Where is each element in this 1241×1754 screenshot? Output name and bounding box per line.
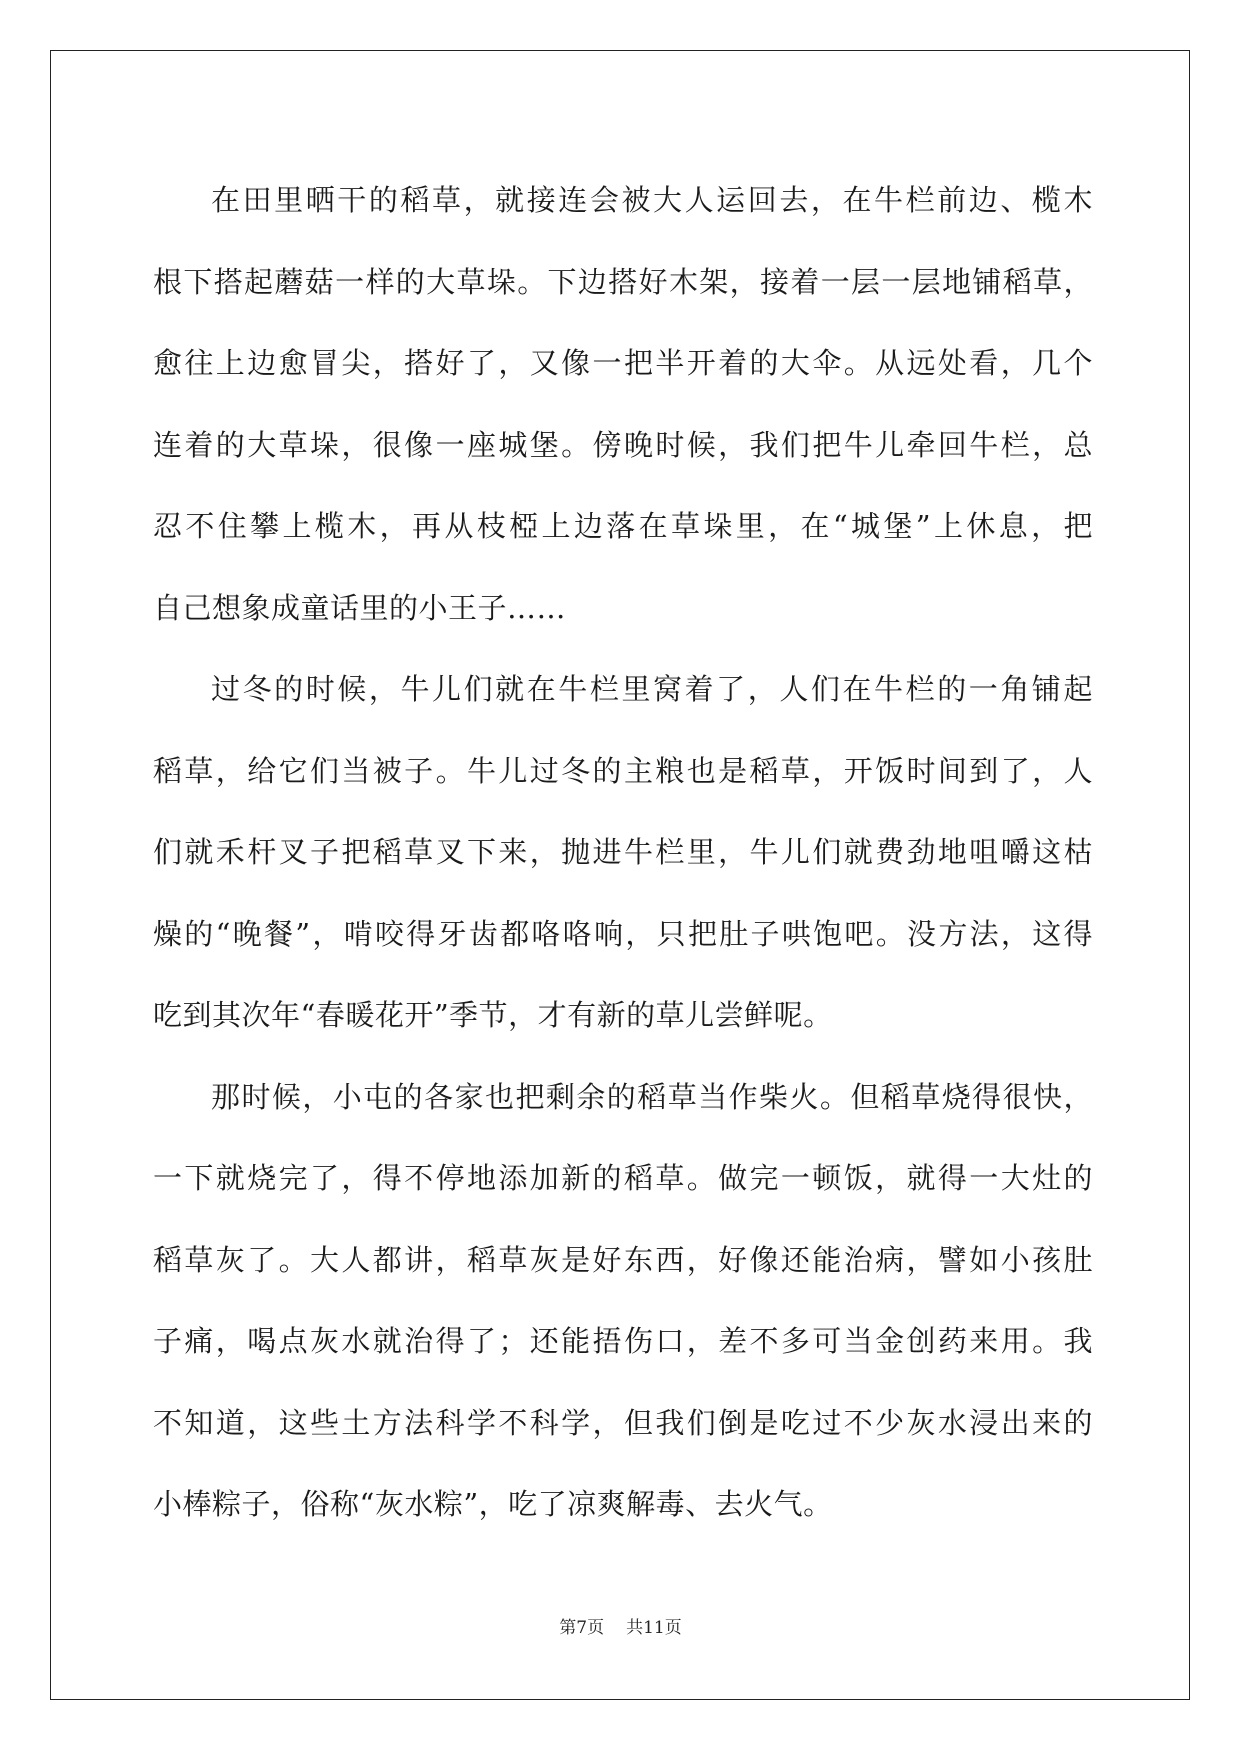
text-line: 忍不住攀上榄木，再从枝椏上边落在草垛里，在“城堡”上休息，把 [153, 509, 1093, 543]
text-line: 自己想象成童话里的小王子…… [153, 590, 567, 625]
page-number: 第7页 [559, 1618, 605, 1638]
text-line: 过冬的时候，牛儿们就在牛栏里窝着了，人们在牛栏的一角铺起 [211, 672, 1093, 706]
document-body [153, 160, 1093, 1546]
paragraph [153, 160, 1093, 649]
text-line: 那时候，小屯的各家也把剩余的稻草当作柴火。但稻草烧得很快， [211, 1079, 1093, 1114]
page-total: 共11页 [626, 1618, 682, 1638]
text-line: 连着的大草垛，很像一座城堡。傍晚时候，我们把牛儿牵回牛栏，总 [153, 427, 1093, 462]
text-line: 稻草灰了。大人都讲，稻草灰是好东西，好像还能治病，譬如小孩肚 [153, 1242, 1093, 1277]
text-line: 们就禾杆叉子把稻草叉下来，抛进牛栏里，牛儿们就费劲地咀嚼这枯 [153, 835, 1093, 869]
text-line: 子痛，喝点灰水就治得了；还能捂伤口，差不多可当金创药来用。我 [153, 1324, 1093, 1358]
paragraph [153, 1057, 1093, 1546]
text-line: 根下搭起蘑菇一样的大草垛。下边搭好木架，接着一层一层地铺稻草， [153, 264, 1093, 299]
page-footer [0, 1616, 1241, 1640]
paragraph [153, 649, 1093, 1057]
text-line: 愈往上边愈冒尖，搭好了，又像一把半开着的大伞。从远处看，几个 [153, 346, 1093, 380]
text-line: 不知道，这些土方法科学不科学，但我们倒是吃过不少灰水浸出来的 [153, 1405, 1093, 1440]
text-line: 吃到其次年“春暖花开”季节，才有新的草儿尝鲜呢。 [153, 998, 833, 1032]
text-line: 在田里晒干的稻草，就接连会被大人运回去，在牛栏前边、榄木 [211, 183, 1093, 217]
text-line: 一下就烧完了，得不停地添加新的稻草。做完一顿饭，就得一大灶的 [153, 1161, 1093, 1195]
text-line: 稻草，给它们当被子。牛儿过冬的主粮也是稻草，开饭时间到了，人 [153, 753, 1093, 788]
text-line: 小棒粽子，俗称“灰水粽”，吃了凉爽解毒、去火气。 [153, 1487, 833, 1521]
text-line: 燥的“晚餐”，啃咬得牙齿都咯咯响，只把肚子哄饱吧。没方法，这得 [153, 916, 1093, 951]
